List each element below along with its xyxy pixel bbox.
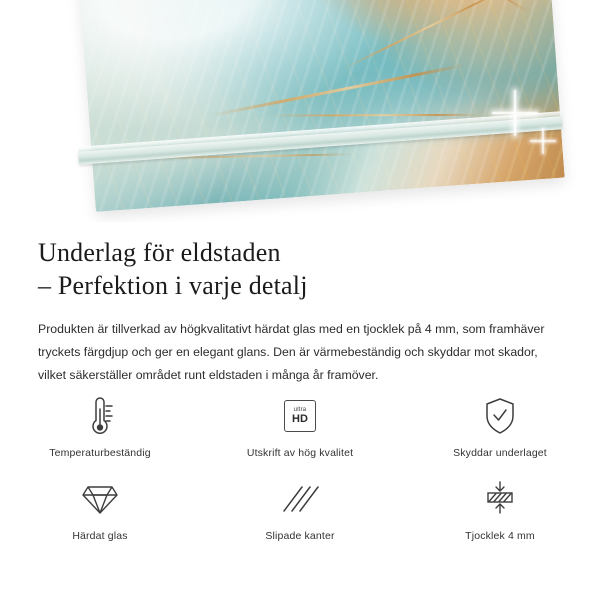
- feature-item-print-quality: [200, 394, 400, 459]
- feature-item-thickness: [400, 477, 600, 542]
- hero-image-inner: [0, 0, 600, 222]
- feature-item-tempered-glass: [0, 477, 200, 542]
- feature-label: Skyddar underlaget: [453, 447, 547, 459]
- polished-edges-icon: [280, 477, 320, 521]
- ultra-hd-badge: [284, 400, 316, 432]
- thermometer-icon: [81, 394, 119, 438]
- shield-check-icon: [482, 394, 518, 438]
- headline-line-1: Underlag för eldstaden: [38, 238, 281, 267]
- description-paragraph: Produkten är tillverkad av högkvalitativt härdat glas med en tjocklek på 4 mm, som framhäver tryckets färgdjup och ger en elegant glans. Den är värmebeständig och skyddar mot skador, vilket säkerställer området runt eldstaden i många år framöver.: [38, 322, 545, 382]
- ultra-hd-icon: [284, 394, 316, 438]
- hero-image: [0, 0, 600, 222]
- text-content: [0, 222, 600, 387]
- feature-label: Tjocklek 4 mm: [465, 530, 535, 542]
- feature-item-temperature: [0, 394, 200, 459]
- page-title: [0, 222, 600, 302]
- feature-label: Härdat glas: [72, 530, 128, 542]
- diamond-icon: [80, 477, 120, 521]
- ultra-hd-badge-bottom: HD: [292, 413, 308, 425]
- feature-item-polished-edges: [200, 477, 400, 542]
- thickness-icon: [480, 477, 520, 521]
- headline-line-2: – Perfektion i varje detalj: [38, 271, 308, 300]
- feature-label: Temperaturbeständig: [49, 447, 151, 459]
- feature-item-protection: [400, 394, 600, 459]
- feature-label: Utskrift av hög kvalitet: [246, 447, 354, 459]
- ultra-hd-badge-top: ultra: [293, 407, 307, 413]
- marble-artwork: [77, 0, 564, 212]
- feature-label: Slipade kanter: [265, 530, 335, 542]
- glass-panel-artwork: [77, 0, 564, 212]
- feature-grid: [0, 394, 600, 542]
